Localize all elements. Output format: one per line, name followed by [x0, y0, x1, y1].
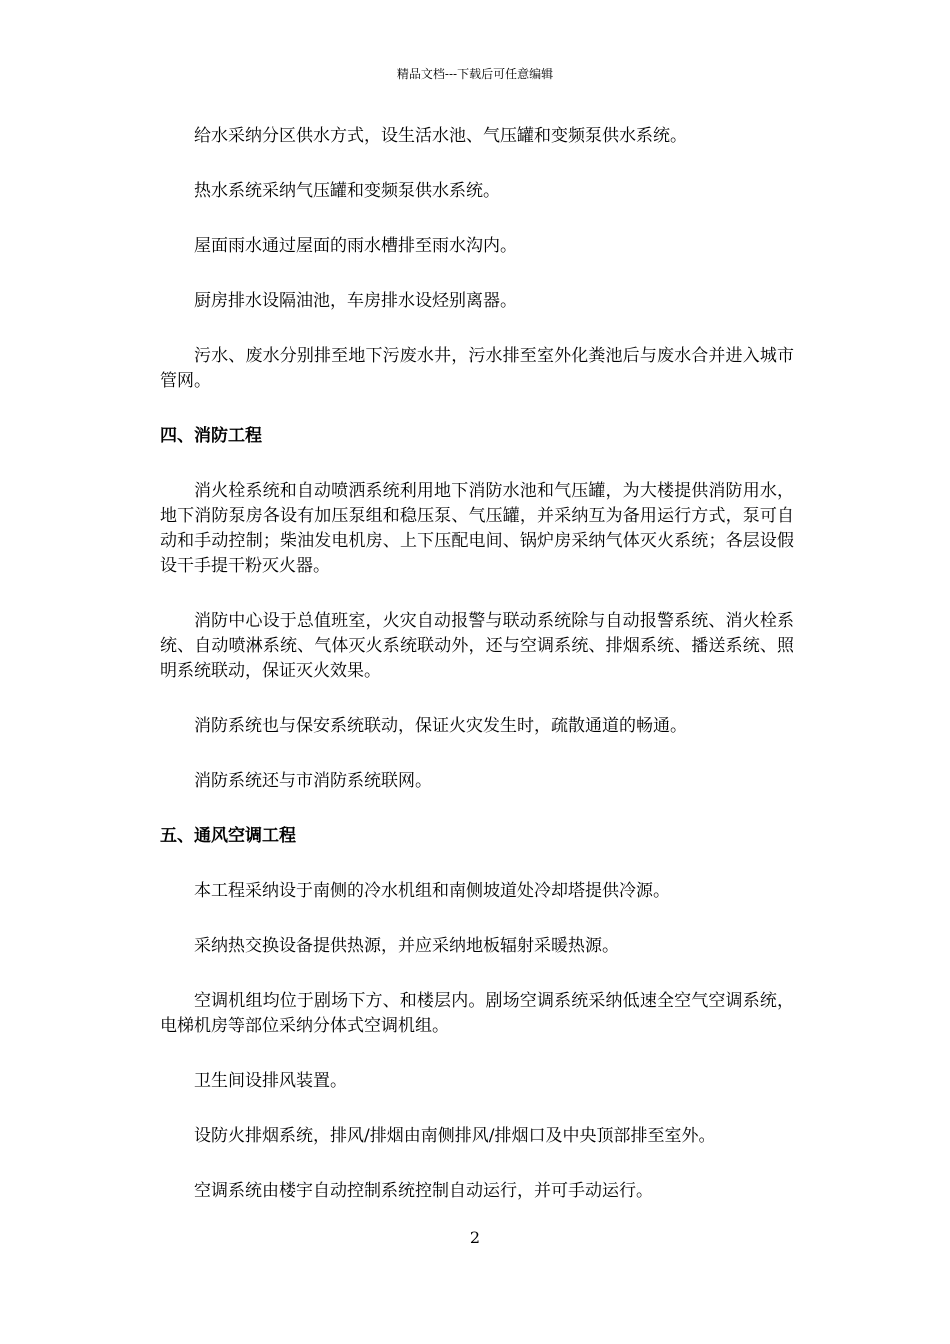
paragraph: 厨房排水设隔油池，车房排水设烃别离器。 — [194, 291, 517, 311]
paragraph: 消防系统也与保安系统联动，保证火灾发生时，疏散通道的畅通。 — [194, 716, 687, 736]
paragraph: 热水系统采纳气压罐和变频泵供水系统。 — [194, 181, 500, 201]
paragraph: 消防系统还与市消防系统联网。 — [194, 771, 432, 791]
page-number: 2 — [469, 1228, 481, 1247]
section-heading: 五、通风空调工程 — [160, 826, 296, 846]
paragraph: 设防火排烟系统，排风/排烟由南侧排风/排烟口及中央顶部排至室外。 — [194, 1126, 716, 1146]
paragraph: 消火栓系统和自动喷洒系统利用地下消防水池和气压罐，为大楼提供消防用水，地下消防泵房各设有加压泵组和稳压泵、气压罐，并采纳互为备用运行方式，泵可自动和手动控制；柴油发电机房、上下压配电间、锅炉房采纳气体灭火系统；各层设假设干手提干粉灭火器。 — [160, 481, 794, 576]
paragraph: 污水、废水分别排至地下污废水井，污水排至室外化粪池后与废水合并进入城市管网。 — [160, 346, 794, 391]
section-heading: 四、消防工程 — [160, 426, 262, 446]
paragraph: 采纳热交换设备提供热源，并应采纳地板辐射采暖热源。 — [194, 936, 619, 956]
page-header: 精品文档---下载后可任意编辑 — [396, 67, 554, 81]
paragraph: 屋面雨水通过屋面的雨水槽排至雨水沟内。 — [194, 236, 517, 256]
paragraph: 消防中心设于总值班室，火灾自动报警与联动系统除与自动报警系统、消火栓系统、自动喷淋系统、气体灭火系统联动外，还与空调系统、排烟系统、播送系统、照明系统联动，保证灭火效果。 — [160, 611, 794, 681]
paragraph: 给水采纳分区供水方式，设生活水池、气压罐和变频泵供水系统。 — [194, 126, 687, 146]
paragraph: 空调系统由楼宇自动控制系统控制自动运行，并可手动运行。 — [194, 1181, 653, 1201]
document-body — [160, 124, 794, 1234]
paragraph: 空调机组均位于剧场下方、和楼层内。剧场空调系统采纳低速全空气空调系统，电梯机房等部位采纳分体式空调机组。 — [160, 991, 794, 1036]
paragraph: 卫生间设排风装置。 — [194, 1071, 347, 1091]
paragraph: 本工程采纳设于南侧的冷水机组和南侧坡道处冷却塔提供冷源。 — [194, 881, 670, 901]
